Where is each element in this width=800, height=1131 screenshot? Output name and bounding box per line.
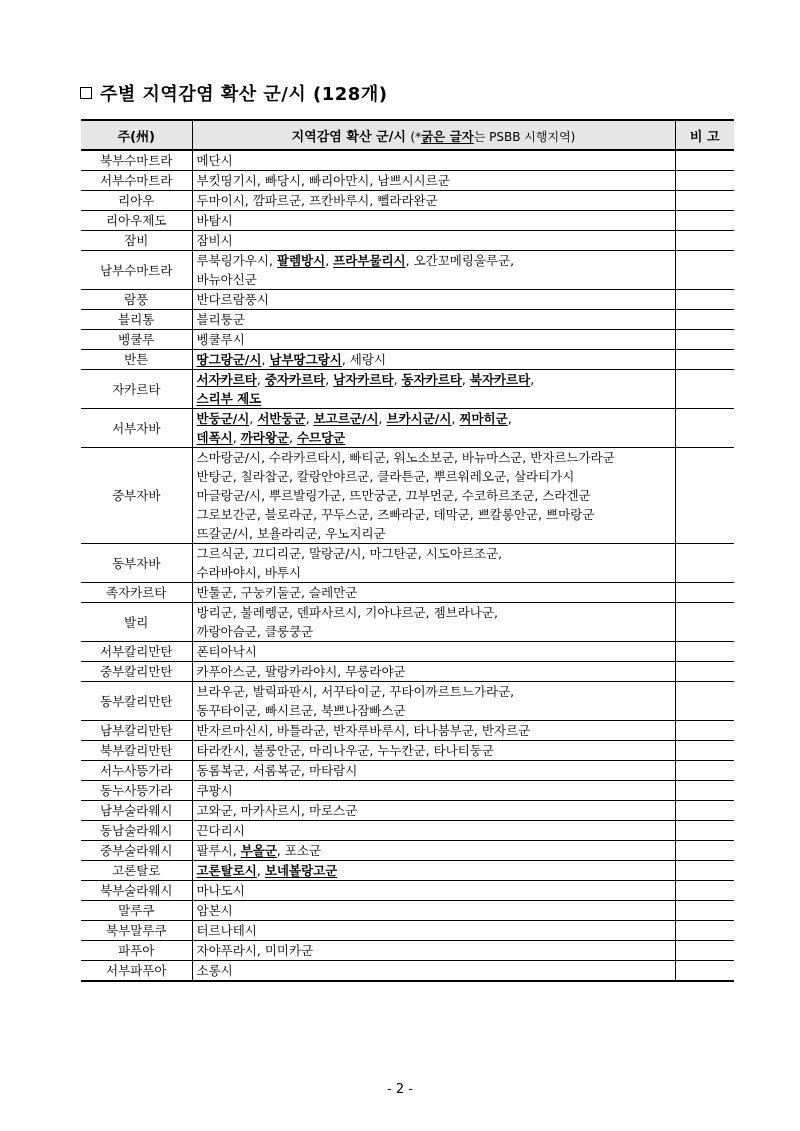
table-row xyxy=(81,961,734,982)
region-text: , xyxy=(249,411,258,426)
province-cell: 중부술라웨시 xyxy=(81,841,192,861)
remark-cell xyxy=(675,231,734,251)
col-header-remark: 비 고 xyxy=(675,120,734,150)
psbb-region: 서반둥군 xyxy=(257,411,306,426)
cities-line xyxy=(197,861,671,880)
province-cell: 남부칼리만탄 xyxy=(81,721,192,741)
psbb-region: 수므당군 xyxy=(296,430,346,445)
region-text: 동꾸타이군, 빠시르군, 북쁘나잠빠스군 xyxy=(196,703,406,718)
region-text: 타라칸시, 불룽안군, 마리나우군, 누누칸군, 타나티둥군 xyxy=(196,743,494,758)
province-cell: 말루쿠 xyxy=(81,901,192,921)
cities-line xyxy=(197,583,671,602)
table-row xyxy=(81,290,734,310)
psbb-region: 보고르군/시 xyxy=(313,411,379,426)
cities-line xyxy=(197,505,671,524)
remark-cell xyxy=(675,941,734,961)
remark-cell xyxy=(675,191,734,211)
region-text: 동롬복군, 서롬복군, 마타람시 xyxy=(196,763,358,778)
psbb-region: 중자카르타 xyxy=(264,372,326,387)
cities-line xyxy=(197,428,671,447)
province-cell: 중부칼리만탄 xyxy=(81,662,192,682)
psbb-region: 프라부물리시 xyxy=(333,253,406,268)
cities-line xyxy=(197,389,671,408)
province-cell: 서부자바 xyxy=(81,409,192,448)
cities-line xyxy=(197,781,671,800)
col-header-cities xyxy=(192,120,675,150)
remark-cell xyxy=(675,781,734,801)
region-text: 쿠팡시 xyxy=(196,783,233,798)
region-text: 스마랑군/시, 수라카르타시, 빠티군, 워노소보군, 바뉴마스군, 반자르느가라군 xyxy=(196,450,615,465)
province-cell: 동남술라웨시 xyxy=(81,821,192,841)
remark-cell xyxy=(675,330,734,350)
region-text: , xyxy=(256,863,265,878)
province-cell: 북부칼리만탄 xyxy=(81,741,192,761)
cities-line xyxy=(197,270,671,289)
cities-line xyxy=(197,171,671,190)
remark-cell xyxy=(675,171,734,191)
table-row xyxy=(81,150,734,171)
cities-cell xyxy=(192,801,675,821)
remark-cell xyxy=(675,603,734,642)
psbb-region: 데폭시 xyxy=(196,430,233,445)
cities-line xyxy=(197,563,671,582)
region-text: 수라바야시, 바투시 xyxy=(196,565,302,580)
region-text: 끈다리시 xyxy=(196,823,245,838)
cities-cell xyxy=(192,961,675,982)
remark-cell xyxy=(675,251,734,290)
region-text: , xyxy=(461,372,470,387)
cities-line xyxy=(197,350,671,369)
cities-cell xyxy=(192,211,675,231)
table-row xyxy=(81,330,734,350)
region-text: , xyxy=(325,253,334,268)
region-text: 반툴군, 구눙키둘군, 슬레만군 xyxy=(196,585,358,600)
region-text: , xyxy=(232,430,241,445)
psbb-region: 부올군 xyxy=(240,843,277,858)
table-row xyxy=(81,801,734,821)
remark-cell xyxy=(675,583,734,603)
cities-line xyxy=(197,467,671,486)
cities-cell xyxy=(192,901,675,921)
region-text: , 세랑시 xyxy=(341,352,387,367)
cities-cell xyxy=(192,310,675,330)
psbb-region: 스리부 제도 xyxy=(196,391,262,406)
cities-line xyxy=(197,191,671,210)
col-header-province: 주(州) xyxy=(81,120,192,150)
province-cell: 서부칼리만탄 xyxy=(81,642,192,662)
checkbox-square-icon xyxy=(80,87,92,99)
province-cell: 서부수마트라 xyxy=(81,171,192,191)
cities-line xyxy=(197,448,671,467)
remark-cell xyxy=(675,921,734,941)
cities-line xyxy=(197,721,671,740)
province-cell: 벵쿨루 xyxy=(81,330,192,350)
region-text: , 오간꼬메링울루군, xyxy=(405,253,515,268)
province-cell: 리아우제도 xyxy=(81,211,192,231)
region-text: 블리퉁군 xyxy=(196,312,245,327)
region-text: 마글랑군/시, 뿌르발링가군, 뜨만궁군, 끄부먼군, 수코하르조군, 스라겐군 xyxy=(196,488,591,503)
region-text: 뜨갈군/시, 보욜라리군, 우노지리군 xyxy=(196,526,386,541)
region-text: , xyxy=(378,411,387,426)
region-table xyxy=(81,119,734,982)
province-cell: 블리통 xyxy=(81,310,192,330)
table-row xyxy=(81,603,734,642)
region-text: 메단시 xyxy=(196,153,233,168)
region-text: 두마이시, 깜파르군, 프칸바루시, 뻴라라완군 xyxy=(196,193,438,208)
province-cell: 리아우 xyxy=(81,191,192,211)
region-text: 그르식군, 끄디리군, 말랑군/시, 마그탄군, 시도아르조군, xyxy=(196,546,503,561)
cities-line xyxy=(197,603,671,622)
psbb-region: 찌마히군 xyxy=(459,411,508,426)
remark-cell xyxy=(675,544,734,583)
cities-line xyxy=(197,662,671,681)
table-row xyxy=(81,310,734,330)
remark-cell xyxy=(675,841,734,861)
province-cell: 북부술라웨시 xyxy=(81,881,192,901)
cities-line xyxy=(197,901,671,920)
cities-cell xyxy=(192,642,675,662)
cities-cell xyxy=(192,682,675,721)
table-row xyxy=(81,741,734,761)
table-row xyxy=(81,171,734,191)
region-text: 카푸아스군, 팔랑카라야시, 무룽라야군 xyxy=(196,664,406,679)
cities-cell xyxy=(192,761,675,781)
psbb-region: 남자카르타 xyxy=(333,372,394,387)
psbb-region: 동자카르타 xyxy=(401,372,462,387)
remark-cell xyxy=(675,290,734,310)
remark-cell xyxy=(675,642,734,662)
cities-cell xyxy=(192,171,675,191)
table-row xyxy=(81,370,734,409)
region-text: , xyxy=(325,372,334,387)
cities-cell xyxy=(192,721,675,741)
province-cell: 북부수마트라 xyxy=(81,150,192,171)
cities-cell xyxy=(192,409,675,448)
region-text: 루북링가우시, xyxy=(196,253,277,268)
region-text: 브라우군, 발릭파판시, 서꾸타이군, 꾸타이까르트느가라군, xyxy=(196,684,515,699)
region-text: 고와군, 마카사르시, 마로스군 xyxy=(196,803,358,818)
region-text: 자야푸라시, 미미카군 xyxy=(196,943,314,958)
province-cell: 발리 xyxy=(81,603,192,642)
cities-line xyxy=(197,251,671,270)
cities-line xyxy=(197,881,671,900)
remark-cell xyxy=(675,961,734,982)
cities-line xyxy=(197,290,671,309)
province-cell: 족자카르타 xyxy=(81,583,192,603)
cities-cell xyxy=(192,370,675,409)
cities-cell xyxy=(192,841,675,861)
region-text: 반탕군, 칠라찹군, 칼랑안야르군, 클라튼군, 뿌르워레오군, 살라티가시 xyxy=(196,469,575,484)
region-text: 그로보간군, 블로라군, 꾸두스군, 즈빠라군, 데막군, 쁘칼롱안군, 쁘마랑군 xyxy=(196,507,595,522)
remark-cell xyxy=(675,211,734,231)
cities-line xyxy=(197,544,671,563)
region-text: 바탐시 xyxy=(196,213,233,228)
cities-line xyxy=(197,370,671,389)
cities-line xyxy=(197,409,671,428)
region-text: , xyxy=(256,372,265,387)
table-row xyxy=(81,881,734,901)
table-row xyxy=(81,211,734,231)
remark-cell xyxy=(675,881,734,901)
psbb-region: 반둥군/시 xyxy=(196,411,250,426)
region-text: , xyxy=(451,411,460,426)
cities-line xyxy=(197,841,671,860)
note-bold-sample: 굵은 글자 xyxy=(421,128,474,144)
table-row xyxy=(81,448,734,544)
cities-cell xyxy=(192,603,675,642)
cities-line xyxy=(197,486,671,505)
region-text: 까랑아슴군, 클룽쿵군 xyxy=(196,624,314,639)
province-cell: 반튼 xyxy=(81,350,192,370)
table-row xyxy=(81,841,734,861)
remark-cell xyxy=(675,861,734,881)
remark-cell xyxy=(675,741,734,761)
region-text: 벵쿨루시 xyxy=(196,332,245,347)
province-cell: 고론탈로 xyxy=(81,861,192,881)
cities-cell xyxy=(192,741,675,761)
region-text: 부킷띵기시, 빠당시, 빠리아만시, 남쁘시시르군 xyxy=(196,173,450,188)
table-row xyxy=(81,191,734,211)
province-cell: 파푸아 xyxy=(81,941,192,961)
cities-cell xyxy=(192,448,675,544)
col-header-note xyxy=(410,130,575,144)
region-text: 소롱시 xyxy=(196,963,233,978)
psbb-region: 브카시군/시 xyxy=(386,411,452,426)
region-text: 바뉴아신군 xyxy=(196,272,257,287)
cities-line xyxy=(197,821,671,840)
psbb-region: 땅그랑군/시 xyxy=(196,352,262,367)
region-text: 암본시 xyxy=(196,903,233,918)
remark-cell xyxy=(675,761,734,781)
region-text: 반자르마신시, 바틀라군, 반자루바루시, 타나붐부군, 반자르군 xyxy=(196,723,531,738)
cities-line xyxy=(197,761,671,780)
cities-line xyxy=(197,211,671,230)
region-text: 반다르람풍시 xyxy=(196,292,269,307)
cities-cell xyxy=(192,150,675,171)
region-text: , xyxy=(261,352,270,367)
remark-cell xyxy=(675,448,734,544)
cities-cell xyxy=(192,231,675,251)
remark-cell xyxy=(675,350,734,370)
region-text: 잠비시 xyxy=(196,233,233,248)
province-cell: 동누사뜽가라 xyxy=(81,781,192,801)
province-cell: 동부자바 xyxy=(81,544,192,583)
table-row xyxy=(81,781,734,801)
province-cell: 중부자바 xyxy=(81,448,192,544)
region-text: 마나도시 xyxy=(196,883,245,898)
table-row xyxy=(81,231,734,251)
province-cell: 동부칼리만탄 xyxy=(81,682,192,721)
cities-line xyxy=(197,310,671,329)
table-row xyxy=(81,544,734,583)
region-text: , xyxy=(530,372,535,387)
table-row xyxy=(81,409,734,448)
region-text: 터르나테시 xyxy=(196,923,257,938)
table-row xyxy=(81,350,734,370)
table-row xyxy=(81,941,734,961)
cities-line xyxy=(197,231,671,250)
note-suffix: 는 PSBB 시행지역) xyxy=(473,129,576,144)
cities-line xyxy=(197,622,671,641)
cities-cell xyxy=(192,330,675,350)
cities-cell xyxy=(192,290,675,310)
province-cell: 람풍 xyxy=(81,290,192,310)
table-row xyxy=(81,662,734,682)
cities-cell xyxy=(192,861,675,881)
cities-cell xyxy=(192,583,675,603)
cities-line xyxy=(197,741,671,760)
remark-cell xyxy=(675,150,734,171)
cities-line xyxy=(197,151,671,170)
region-text: , xyxy=(393,372,402,387)
psbb-region: 까라왕군 xyxy=(240,430,289,445)
cities-cell xyxy=(192,941,675,961)
table-row xyxy=(81,861,734,881)
table-row xyxy=(81,682,734,721)
heading-text: 주별 지역감염 확산 군/시 (128개) xyxy=(100,84,388,105)
region-text: , xyxy=(305,411,314,426)
cities-line xyxy=(197,941,671,960)
remark-cell xyxy=(675,310,734,330)
cities-cell xyxy=(192,821,675,841)
cities-line xyxy=(197,524,671,543)
table-row xyxy=(81,821,734,841)
cities-cell xyxy=(192,544,675,583)
province-cell: 서누사뜽가라 xyxy=(81,761,192,781)
remark-cell xyxy=(675,682,734,721)
region-text: 팔루시, xyxy=(196,843,241,858)
psbb-region: 남부땅그랑시 xyxy=(269,352,342,367)
psbb-region: 북자카르타 xyxy=(469,372,531,387)
psbb-region: 팔렘방시 xyxy=(276,253,326,268)
cities-cell xyxy=(192,921,675,941)
cities-line xyxy=(197,701,671,720)
cities-line xyxy=(197,330,671,349)
remark-cell xyxy=(675,721,734,741)
table-row xyxy=(81,721,734,741)
cities-line xyxy=(197,921,671,940)
cities-cell xyxy=(192,662,675,682)
page-number: - 2 - xyxy=(387,1082,413,1097)
province-cell: 서부파푸아 xyxy=(81,961,192,982)
region-text: 방리군, 불레렝군, 덴파사르시, 기아냐르군, 젬브라나군, xyxy=(196,605,498,620)
province-cell: 잠비 xyxy=(81,231,192,251)
table-row xyxy=(81,921,734,941)
psbb-region: 서자카르타 xyxy=(196,372,257,387)
cities-cell xyxy=(192,191,675,211)
remark-cell xyxy=(675,801,734,821)
page-heading xyxy=(80,80,387,106)
remark-cell xyxy=(675,901,734,921)
psbb-region: 고론탈로시 xyxy=(196,863,257,878)
cities-line xyxy=(197,682,671,701)
cities-cell xyxy=(192,881,675,901)
table-row xyxy=(81,251,734,290)
cities-cell xyxy=(192,251,675,290)
table-header-row xyxy=(81,120,734,150)
table-row xyxy=(81,583,734,603)
cities-cell xyxy=(192,350,675,370)
cities-line xyxy=(197,642,671,661)
province-cell: 자카르타 xyxy=(81,370,192,409)
province-cell: 남부술라웨시 xyxy=(81,801,192,821)
remark-cell xyxy=(675,409,734,448)
table-row xyxy=(81,642,734,662)
province-cell: 남부수마트라 xyxy=(81,251,192,290)
table-row xyxy=(81,901,734,921)
region-text: 폰티아낙시 xyxy=(196,644,257,659)
col-header-cities-title: 지역감염 확산 군/시 xyxy=(291,129,406,145)
region-text: , 포소군 xyxy=(276,843,322,858)
province-cell: 북부말루쿠 xyxy=(81,921,192,941)
cities-line xyxy=(197,961,671,980)
table-row xyxy=(81,761,734,781)
remark-cell xyxy=(675,662,734,682)
cities-cell xyxy=(192,781,675,801)
region-text: , xyxy=(507,411,512,426)
remark-cell xyxy=(675,370,734,409)
psbb-region: 보네볼랑고군 xyxy=(264,863,338,878)
cities-line xyxy=(197,801,671,820)
remark-cell xyxy=(675,821,734,841)
region-text: , xyxy=(289,430,297,445)
note-prefix: (* xyxy=(410,129,422,144)
